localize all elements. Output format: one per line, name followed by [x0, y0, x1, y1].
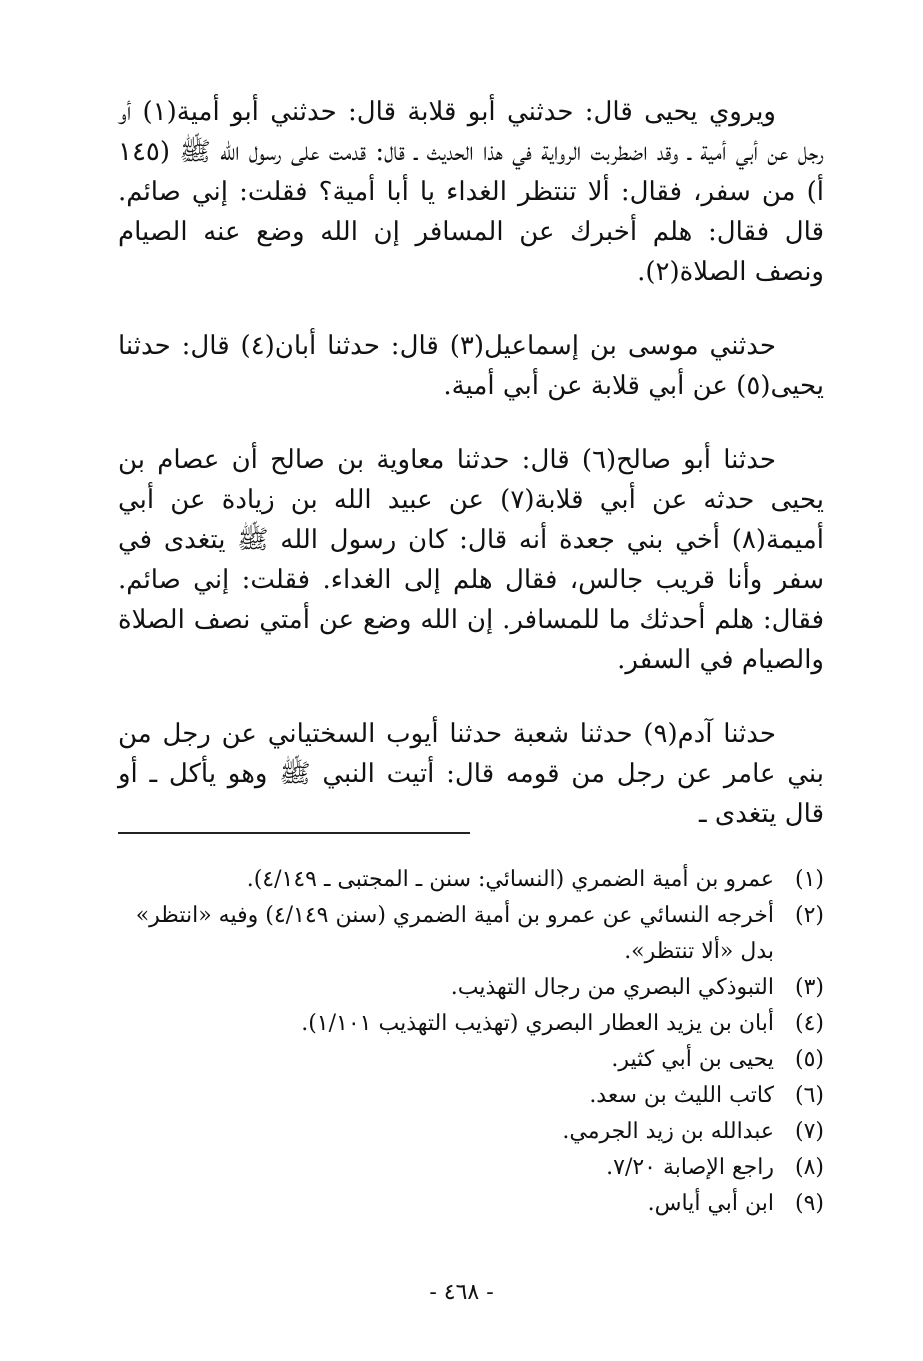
footnote-item — [118, 1042, 824, 1078]
footnote-text: أبان بن يزيد العطار البصري (تهذيب التهذيب ١/١٠١). — [301, 1011, 774, 1036]
footnote-text: عمرو بن أمية الضمري (النسائي: سنن ـ المجتبى ـ ٤/١٤٩). — [246, 867, 774, 892]
footnote-text: كاتب الليث بن سعد. — [589, 1083, 774, 1108]
footnote-number: (٩) — [794, 1191, 824, 1216]
footnote-text: يحيى بن أبي كثير. — [611, 1047, 774, 1072]
paragraph-1 — [118, 92, 824, 292]
footnote-item — [118, 1114, 824, 1150]
footnote-item — [118, 970, 824, 1006]
footnote-number: (٤) — [794, 1011, 824, 1036]
footnote-text: ابن أبي أياس. — [647, 1191, 774, 1216]
footnotes-list — [118, 862, 824, 1222]
paragraph-3 — [118, 440, 824, 680]
footnote-number: (١) — [794, 867, 824, 892]
footnote-item — [118, 862, 824, 898]
footnote-number: (٨) — [794, 1155, 824, 1180]
footnote-item — [118, 1150, 824, 1186]
footnote-text: التبوذكي البصري من رجال التهذيب. — [450, 975, 774, 1000]
footnote-item — [118, 1078, 824, 1114]
footnote-item — [118, 1006, 824, 1042]
paragraph-4-text: حدثنا آدم(٩) حدثنا شعبة حدثنا أيوب السختياني عن رجل من بني عامر عن رجل من قومه قال: أتيت النبي ﷺ وهو يأكل ـ أو قال يتغدى ـ — [118, 719, 824, 829]
footnote-text: راجع الإصابة ٧/٢٠. — [606, 1155, 774, 1180]
paragraph-2 — [118, 326, 824, 406]
paragraph-4 — [118, 714, 824, 834]
paragraph-1-text: ويروي يحيى قال: حدثني أبو قلابة قال: حدثني أبو أمية(١) أو رجل عن أبي أمية ـ وقد اضطربت الرواية في هذا الحديث ـ قال: قدمت على رسول الله ﷺ (١٤٥ أ) من سفر، فقال: ألا تنتظر الغداء يا أبا أمية؟ فقلت: إني صائم. قال فقال: هلم أخبرك عن المسافر إن الله وضع عنه الصيام ونصف الصلاة(٢). — [118, 97, 824, 287]
footnote-number: (٥) — [794, 1047, 824, 1072]
page-number: - ٤٦٨ - — [429, 1280, 494, 1305]
footnote-number: (٧) — [794, 1119, 824, 1144]
footnote-item — [118, 898, 824, 970]
footnote-text: أخرجه النسائي عن عمرو بن أمية الضمري (سنن ٤/١٤٩) وفيه «انتظر» بدل «ألا تنتظر». — [135, 903, 774, 964]
footnote-text: عبدالله بن زيد الجرمي. — [562, 1119, 774, 1144]
footnote-item — [118, 1186, 824, 1222]
paragraph-3-text: حدثنا أبو صالح(٦) قال: حدثنا معاوية بن صالح أن عصام بن يحيى حدثه عن أبي قلابة(٧) عن عبيد الله بن زيادة عن أبي أميمة(٨) أخي بني جعدة أنه قال: كان رسول الله ﷺ يتغدى في سفر وأنا قريب جالس، فقال هلم إلى الغداء. فقلت: إني صائم. فقال: هلم أحدثك ما للمسافر. إن الله وضع عن أمتي نصف الصلاة والصيام في السفر. — [118, 445, 824, 675]
footnote-number: (٣) — [794, 975, 824, 1000]
footnote-number: (٦) — [794, 1083, 824, 1108]
paragraph-2-text: حدثني موسى بن إسماعيل(٣) قال: حدثنا أبان(٤) قال: حدثنا يحيى(٥) عن أبي قلابة عن أبي أمية. — [118, 331, 824, 401]
footnote-number: (٢) — [794, 903, 824, 928]
main-text — [118, 92, 824, 868]
footnote-separator — [118, 832, 470, 834]
